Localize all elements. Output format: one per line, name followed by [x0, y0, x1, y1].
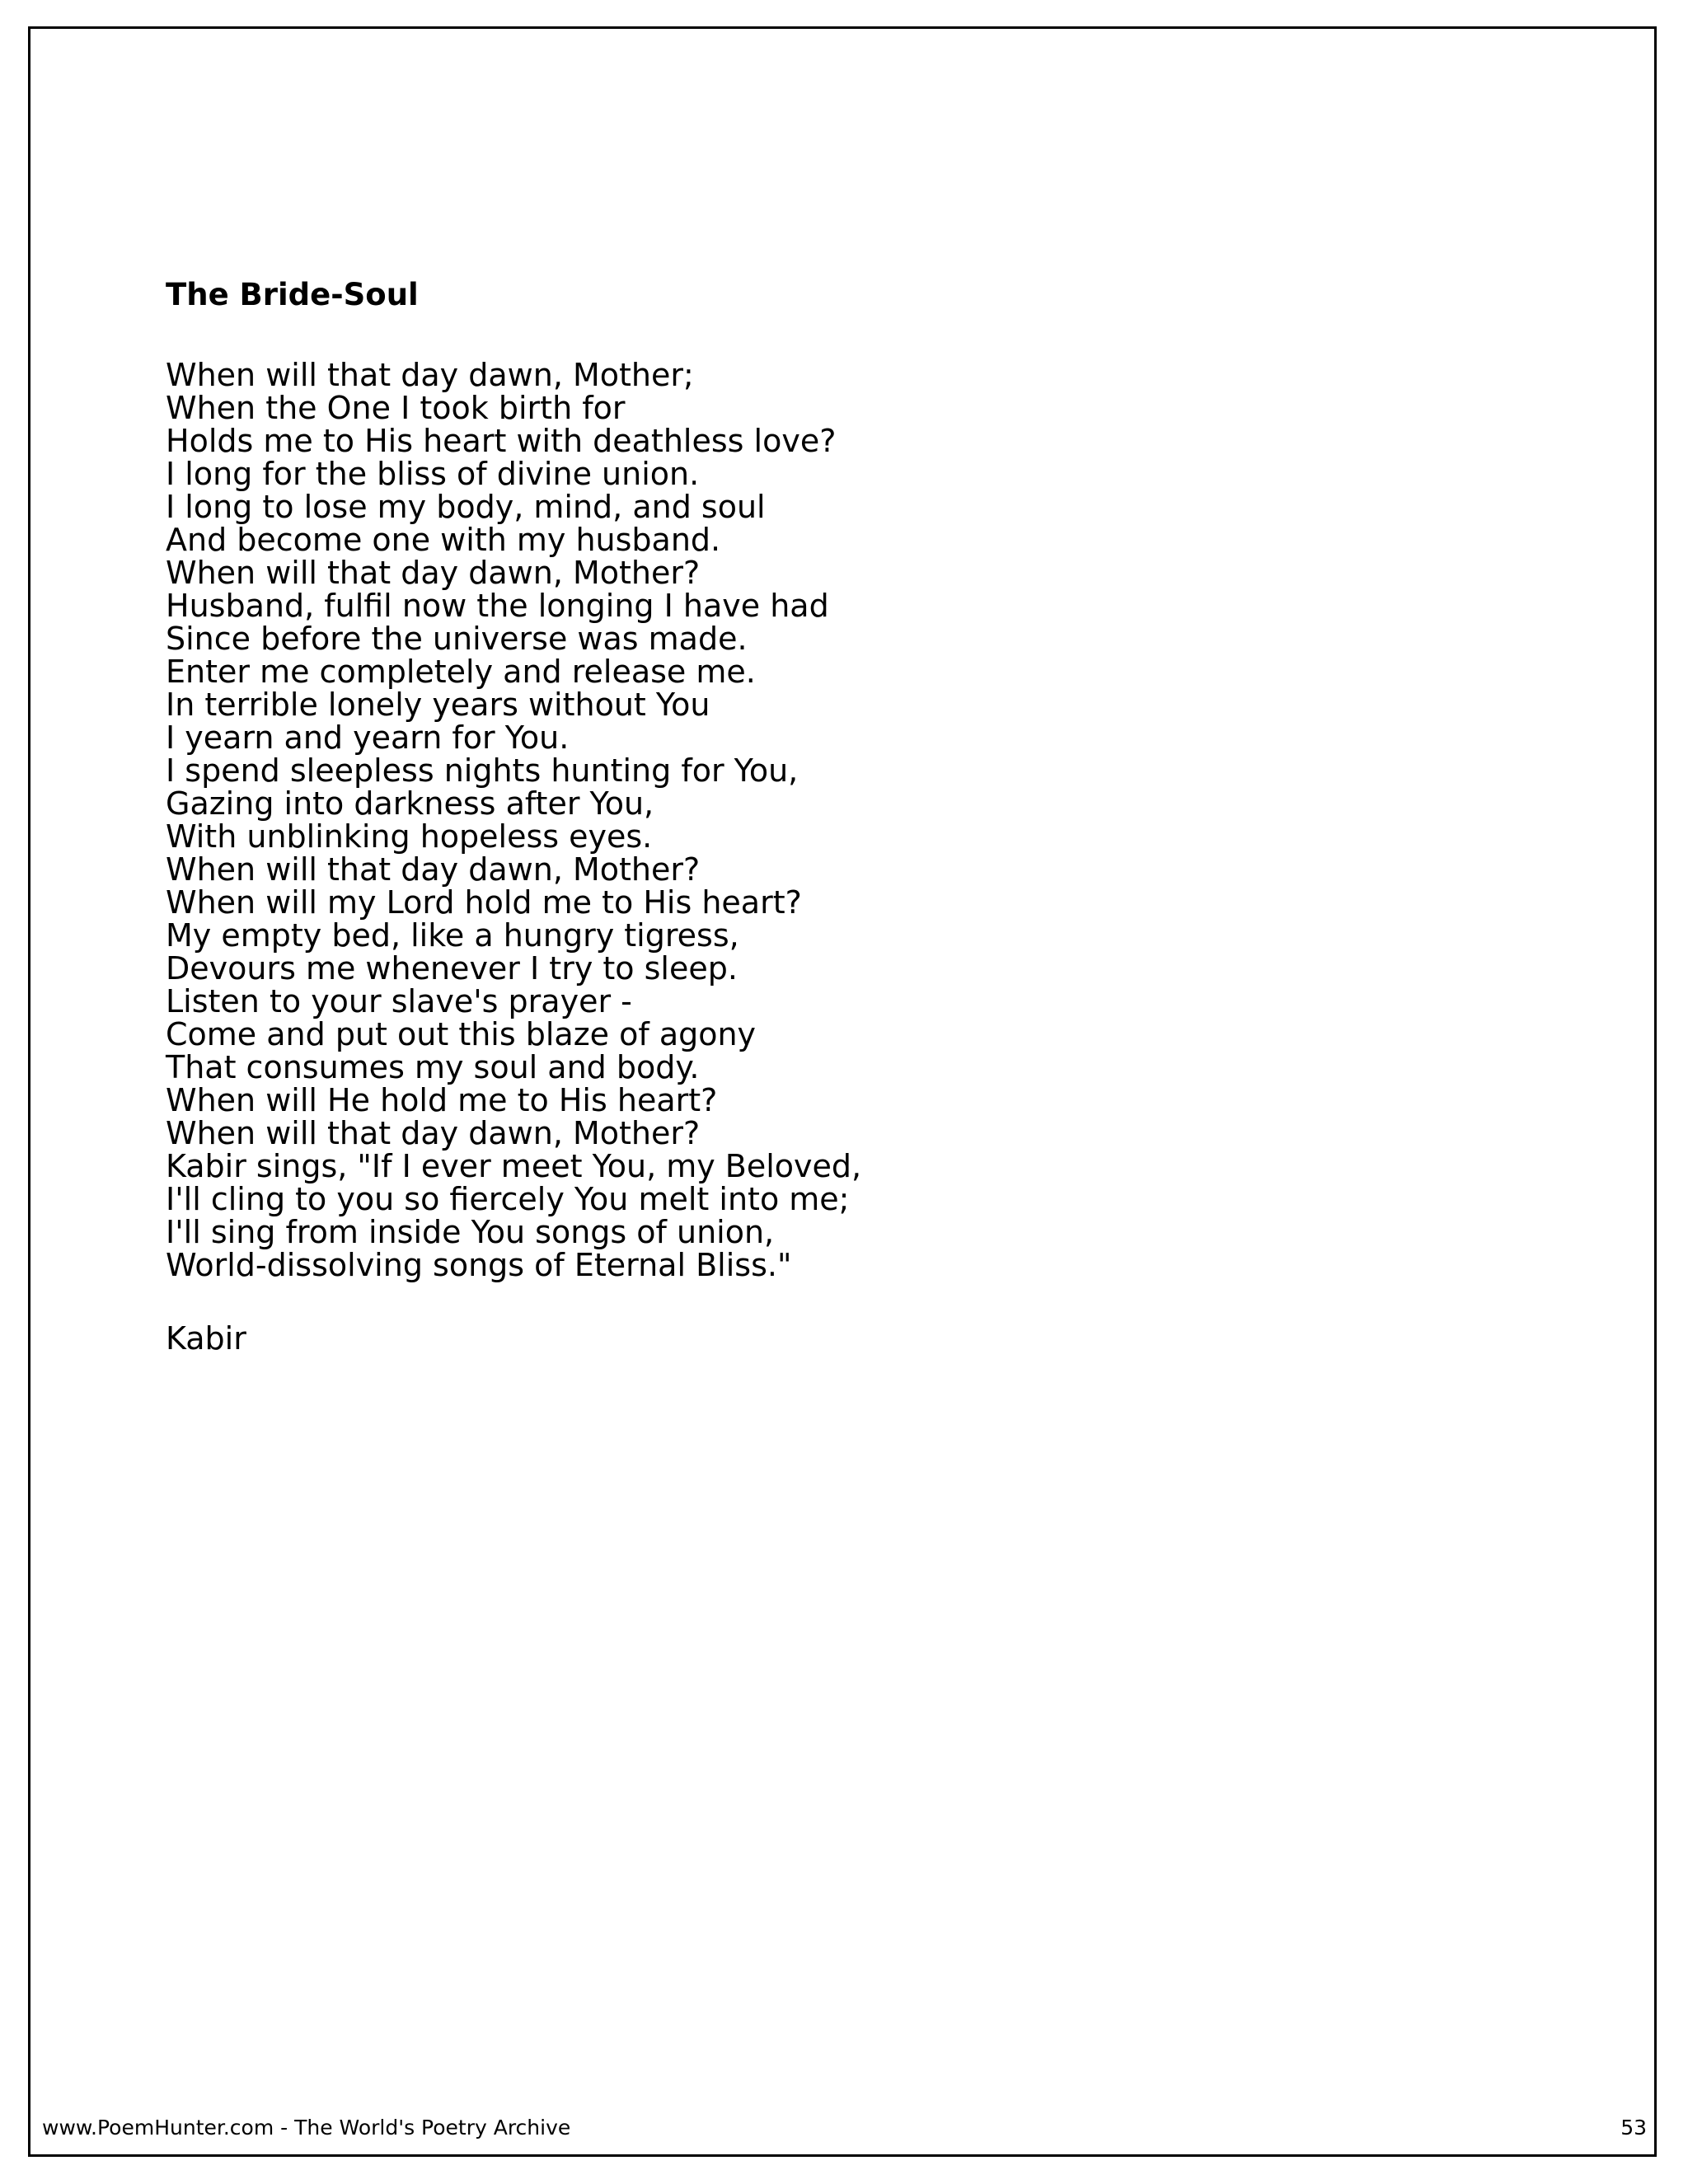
poem-line: When will my Lord hold me to His heart?: [166, 884, 802, 921]
poem-line: That consumes my soul and body.: [166, 1049, 700, 1085]
poem-line: Gazing into darkness after You,: [166, 785, 654, 822]
poem-line: Since before the universe was made.: [166, 621, 748, 657]
footer-source: www.PoemHunter.com - The World's Poetry Archive: [42, 2116, 571, 2139]
poem-line: In terrible lonely years without You: [166, 687, 710, 723]
poem-line: I long to lose my body, mind, and soul: [166, 489, 766, 525]
poem-body: [166, 359, 861, 1282]
poem-line: I yearn and yearn for You.: [166, 719, 570, 756]
poem-line: I'll sing from inside You songs of union,: [166, 1214, 775, 1250]
poem-line: I spend sleepless nights hunting for You,: [166, 752, 799, 789]
poem-line: Holds me to His heart with deathless love?: [166, 423, 837, 459]
poem-line: And become one with my husband.: [166, 522, 721, 558]
poem-line: Listen to your slave's prayer -: [166, 983, 632, 1019]
poem-line: When will that day dawn, Mother?: [166, 1115, 701, 1151]
poem-line: My empty bed, like a hungry tigress,: [166, 917, 739, 954]
poem-line: I long for the bliss of divine union.: [166, 456, 700, 492]
poem-title: The Bride-Soul: [166, 277, 419, 312]
poem-line: When will that day dawn, Mother?: [166, 555, 701, 591]
page-number: 53: [1620, 2116, 1647, 2139]
poem-line: Come and put out this blaze of agony: [166, 1016, 757, 1052]
poem-line: World-dissolving songs of Eternal Bliss.": [166, 1247, 792, 1283]
poem-line: Devours me whenever I try to sleep.: [166, 950, 738, 987]
poem-line: Kabir sings, "If I ever meet You, my Beloved,: [166, 1148, 862, 1184]
poem-line: Husband, fulfil now the longing I have had: [166, 588, 829, 624]
poem-line: When will that day dawn, Mother?: [166, 851, 701, 888]
poem-line: I'll cling to you so fiercely You melt into me;: [166, 1181, 850, 1217]
poem-line: With unblinking hopeless eyes.: [166, 818, 653, 855]
poem-line: When will He hold me to His heart?: [166, 1082, 718, 1118]
poem-line: When will that day dawn, Mother;: [166, 357, 694, 393]
poem-line: When the One I took birth for: [166, 390, 626, 426]
poem-author: Kabir: [166, 1320, 246, 1357]
poem-line: Enter me completely and release me.: [166, 654, 756, 690]
